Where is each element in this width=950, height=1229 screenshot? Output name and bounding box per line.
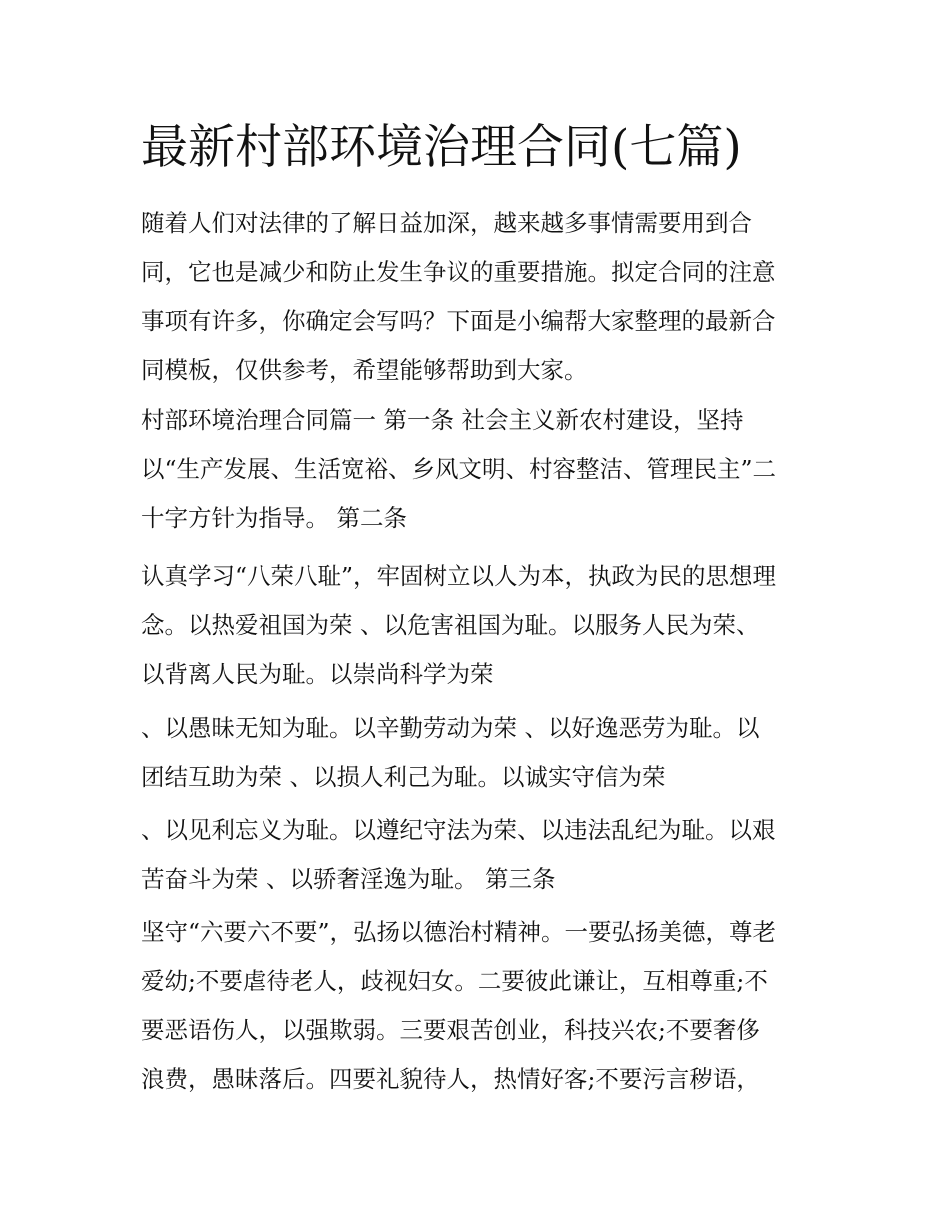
body-line-8: 认真学习“八荣八耻”，牢固树立以人为本，执政为民的思想理 (141, 562, 777, 590)
body-line-17: 要恶语伤人，以强欺弱。三要艰苦创业，科技兴农;不要奢侈 (141, 1016, 760, 1044)
body-line-12: 团结互助为荣 、以损人利己为耻。以诚实守信为荣 (141, 763, 666, 791)
document-title: 最新村部环境治理合同(七篇) (141, 120, 742, 175)
body-line-1: 随着人们对法律的了解日益加深，越来越多事情需要用到合 (141, 209, 752, 237)
body-line-13: 、以见利忘义为耻。以遵纪守法为荣、以违法乱纪为耻。以艰 (141, 816, 776, 844)
body-line-16: 爱幼;不要虐待老人，歧视妇女。二要彼此谦让，互相尊重;不 (141, 967, 768, 995)
body-line-3: 事项有许多，你确定会写吗？下面是小编帮大家整理的最新合 (141, 307, 776, 335)
body-line-15: 坚守“六要六不要”，弘扬以德治村精神。一要弘扬美德，尊老 (141, 918, 777, 946)
body-line-6: 以“生产发展、生活宽裕、乡风文明、村容整洁、管理民主”二 (141, 455, 777, 483)
body-line-14: 苦奋斗为荣 、以骄奢淫逸为耻。 第三条 (141, 865, 556, 893)
body-line-9: 念。以热爱祖国为荣 、以危害祖国为耻。以服务人民为荣、 (141, 611, 760, 639)
body-line-11: 、以愚昧无知为耻。以辛勤劳动为荣 、以好逸恶劳为耻。以 (141, 714, 760, 742)
body-line-4: 同模板，仅供参考，希望能够帮助到大家。 (141, 356, 588, 384)
body-line-7: 十字方针为指导。 第二条 (141, 504, 407, 532)
body-line-5: 村部环境治理合同篇一 第一条 社会主义新农村建设，坚持 (141, 406, 744, 434)
body-line-10: 以背离人民为耻。以崇尚科学为荣 (141, 660, 494, 688)
body-line-18: 浪费，愚昧落后。四要礼貌待人，热情好客;不要污言秽语， (141, 1065, 760, 1093)
body-line-2: 同，它也是减少和防止发生争议的重要措施。拟定合同的注意 (141, 258, 776, 286)
